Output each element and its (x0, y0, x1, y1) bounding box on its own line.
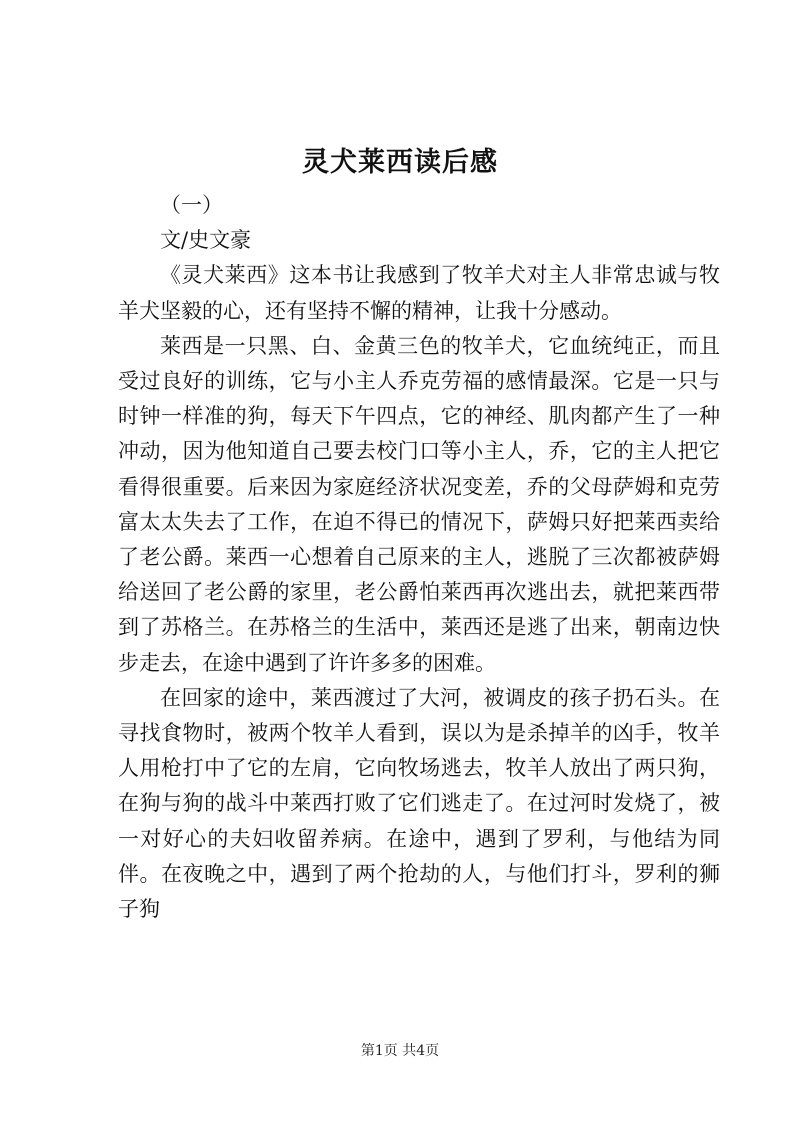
paragraph-1: 《灵犬莱西》这本书让我感到了牧羊犬对主人非常忠诚与牧羊犬坚毅的心，还有坚持不懈的精神，让我十分感动。 (118, 263, 720, 323)
paragraph-2: 莱西是一只黑、白、金黄三色的牧羊犬，它血统纯正，而且受过良好的训练，它与小主人乔克劳福的感情最深。它是一只与时钟一样准的狗，每天下午四点，它的神经、肌肉都产生了一种冲动，因为他知道自己要去校门口等小主人，乔，它的主人把它看得很重要。后来因为家庭经济状况变差，乔的父母萨姆和克劳富太太失去了工作，在迫不得已的情况下，萨姆只好把莱西卖给了老公爵。莱西一心想着自己原来的主人，逃脱了三次都被萨姆给送回了老公爵的家里，老公爵怕莱西再次逃出去，就把莱西带到了苏格兰。在苏格兰的生活中，莱西还是逃了出来，朝南边快步走去，在途中遇到了许许多多的困难。 (118, 333, 720, 675)
document-body (118, 188, 720, 927)
paragraph-3: 在回家的途中，莱西渡过了大河，被调皮的孩子扔石头。在寻找食物时，被两个牧羊人看到，误以为是杀掉羊的凶手，牧羊人用枪打中了它的左肩，它向牧场逃去，牧羊人放出了两只狗，在狗与狗的战斗中莱西打败了它们逃走了。在过河时发烧了，被一对好心的夫妇收留养病。在途中，遇到了罗利，与他结为同伴。在夜晚之中，遇到了两个抢劫的人，与他们打斗，罗利的狮子狗 (118, 685, 720, 922)
byline: 文/史文豪 (160, 228, 252, 253)
page-indicator: 第1页 共4页 (360, 1043, 440, 1059)
section-label: （一） (160, 193, 223, 217)
document-title: 灵犬莱西读后感 (302, 147, 498, 178)
